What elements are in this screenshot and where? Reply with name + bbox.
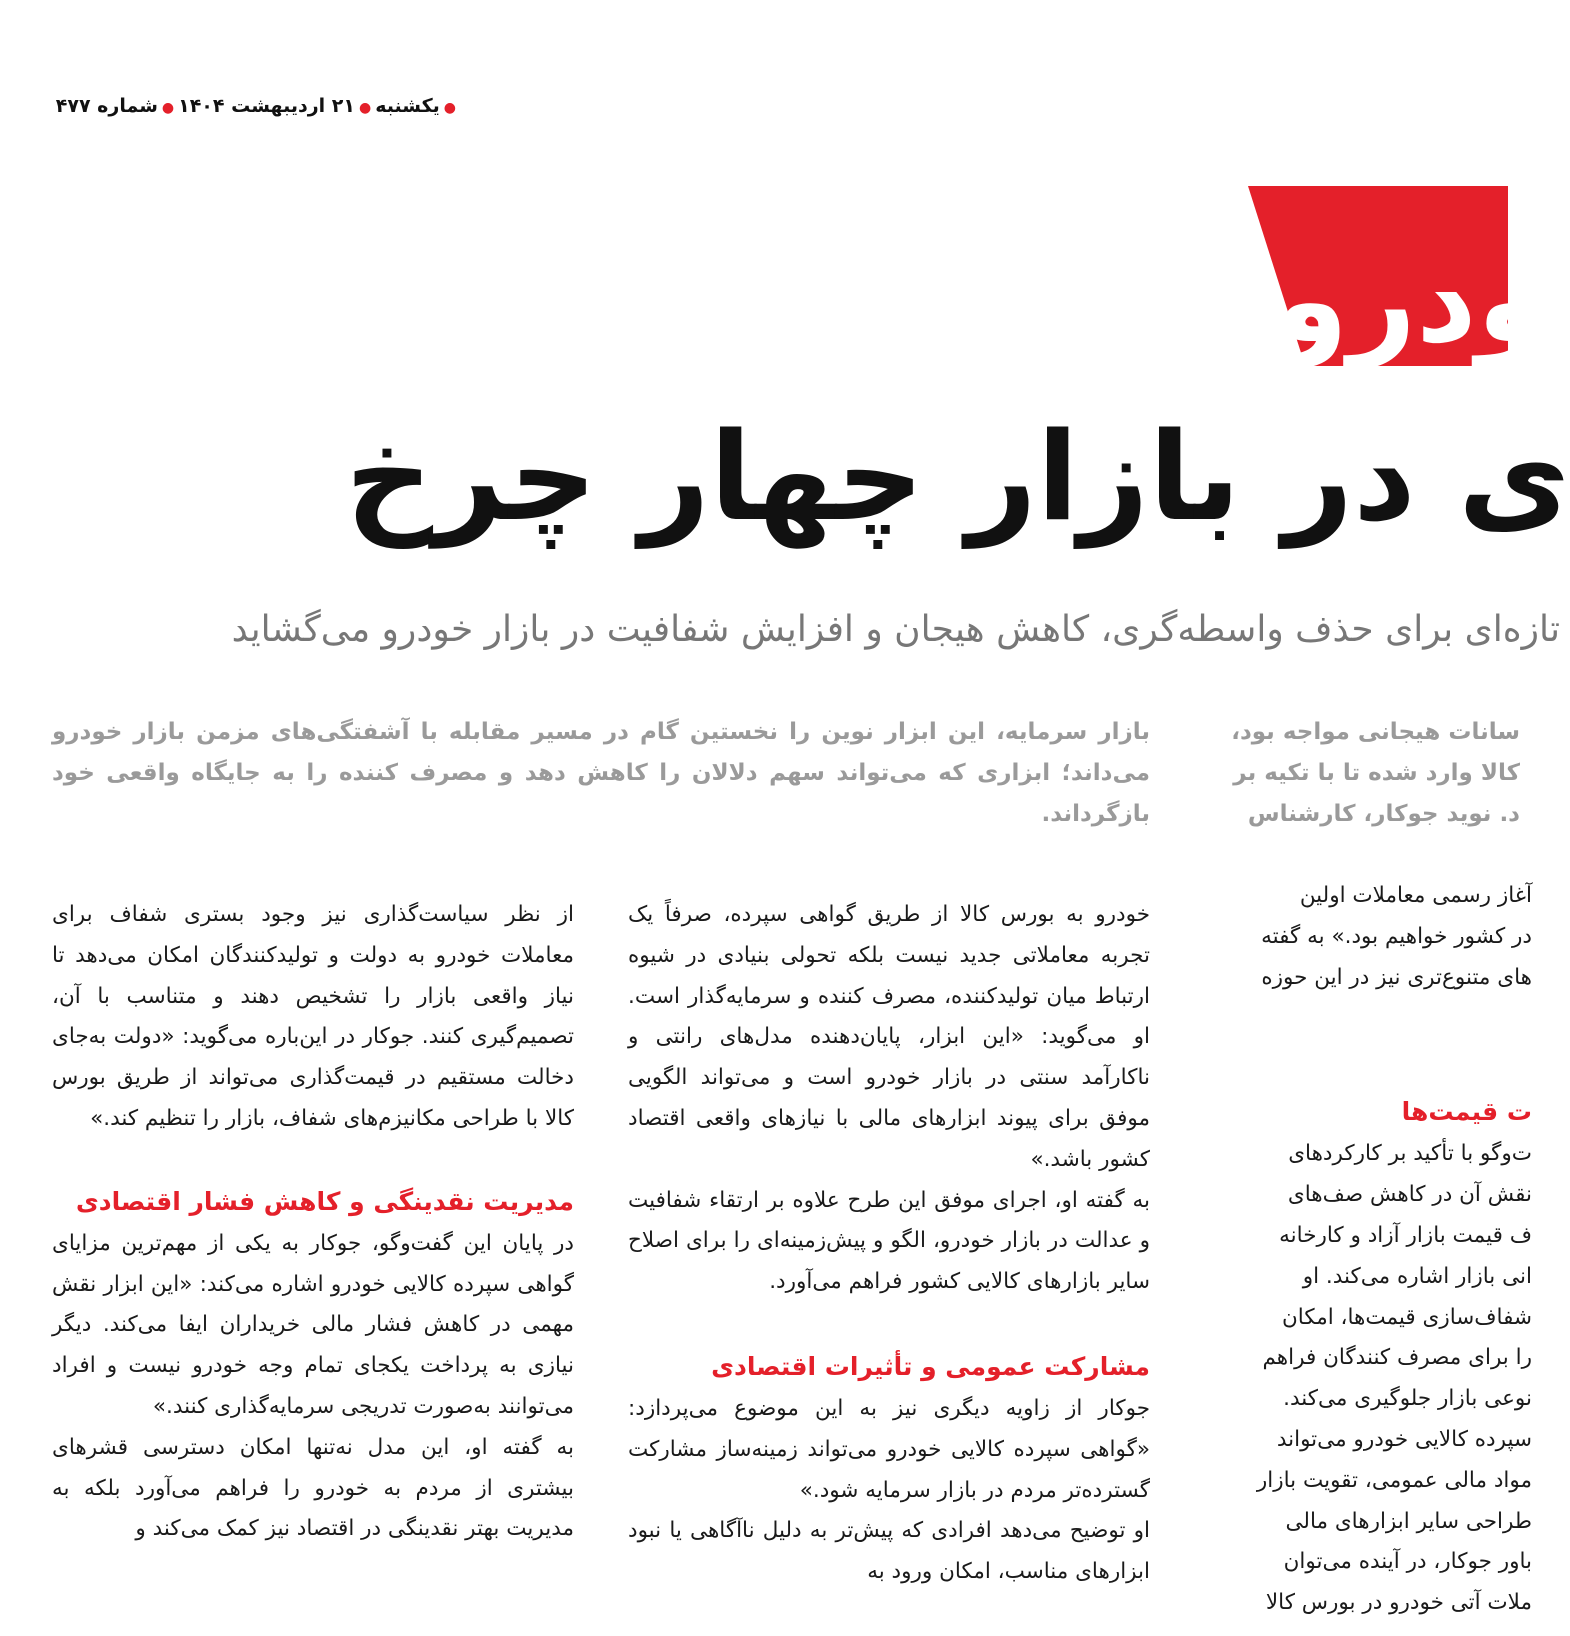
bullet-icon: ●: [443, 100, 456, 116]
body-line: آغاز رسمی معاملات اولین: [1299, 883, 1532, 908]
body-line: را برای مصرف کنندگان فراهم: [1262, 1345, 1532, 1371]
lead-line: کالا وارد شده تا با تکیه بر: [1233, 760, 1520, 786]
body-line: باور جوکار، در آینده می‌توان: [1283, 1549, 1532, 1575]
article-column-left: [52, 895, 574, 1636]
lead-line: سانات هیجانی مواجه بود،: [1231, 719, 1520, 745]
body-line: نقش آن در کاهش صف‌های: [1287, 1182, 1532, 1208]
section-heading: ت قیمت‌ها: [1401, 1097, 1532, 1127]
body-paragraph: او توضیح می‌دهد افرادی که پیش‌تر به دلیل ناآگاهی یا نبود ابزارهای مناسب، امکان ورود به: [628, 1518, 1150, 1585]
dateline-issue: شماره ۴۷۷: [55, 95, 158, 117]
body-line: های متنوع‌تری نیز در این حوزه: [1261, 964, 1532, 990]
body-line: شفاف‌سازی قیمت‌ها، امکان: [1281, 1304, 1532, 1330]
body-line: ت‌وگو با تأکید بر کارکردهای: [1288, 1141, 1532, 1167]
body-paragraph: خودرو به بورس کالا از طریق گواهی سپرده، صرفاً یک تجربه معاملاتی جدید نیست بلکه تحولی بنیادی در شیوه ارتباط میان تولیدکننده، مصرف کننده و سرمایه‌گذار است. او می‌گوید: «این ابزار، پایان‌دهنده مدل‌های رانتی و ناکارآمد سنتی در بازار خودرو است و می‌تواند الگویی موفق برای پیوند ابزارهای مالی با نیازهای واقعی اقتصاد کشور باشد.»: [628, 902, 1150, 1172]
body-line: ملات آتی خودرو در بورس کالا: [1265, 1590, 1532, 1616]
body-line: سپرده کالایی خودرو می‌تواند: [1276, 1426, 1532, 1452]
body-line: انی بازار اشاره می‌کند. او: [1302, 1263, 1532, 1289]
article-column-middle: [628, 895, 1150, 1636]
section-banner-label: ودرو: [1274, 231, 1550, 369]
article-column-right-cropped: [1202, 876, 1532, 1636]
dateline: [40, 95, 460, 131]
body-paragraph: از نظر سیاست‌گذاری نیز وجود بستری شفاف برای معاملات خودرو به دولت و تولیدکنندگان امکان می‌دهد تا نیاز واقعی بازار را تشخیص دهند و متناسب با آن، تصمیم‌گیری کنند. جوکار در این‌باره می‌گوید: «دولت به‌جای دخالت مستقیم در قیمت‌گذاری می‌تواند از طریق بورس کالا با طراحی مکانیزم‌های شفاف، بازار را تنظیم کند.»: [52, 902, 574, 1131]
body-line: نوعی بازار جلوگیری می‌کند.: [1283, 1386, 1532, 1412]
body-line: مواد مالی عمومی، تقویت بازار: [1256, 1467, 1532, 1493]
body-paragraph: در پایان این گفت‌وگو، جوکار به یکی از مهم‌ترین مزایای گواهی سپرده کالایی خودرو اشاره می‌کند: «این ابزار نقش مهمی در کاهش فشار مالی خریداران ایفا می‌کند. دیگر نیازی به پرداخت یکجای تمام وجه خودرو نیست و افراد می‌توانند به‌صورت تدریجی سرمایه‌گذاری کنند.»: [52, 1230, 574, 1419]
headline: ی در بازار چهار چرخ: [345, 406, 1570, 548]
subheadline: تازه‌ای برای حذف واسطه‌گری، کاهش هیجان و افزایش شفافیت در بازار خودرو می‌گشاید: [231, 609, 1560, 650]
section-heading: مدیریت نقدینگی و کاهش فشار اقتصادی: [75, 1186, 574, 1216]
bullet-icon: ●: [359, 100, 372, 116]
dateline-day: یکشنبه: [375, 95, 440, 117]
body-paragraph: به گفته او، اجرای موفق این طرح علاوه بر ارتقاء شفافیت و عدالت در بازار خودرو، الگو و پیش‌زمینه‌ای را برای اصلاح سایر بازارهای کالایی کشور فراهم می‌آورد.: [628, 1187, 1150, 1295]
body-paragraph: جوکار از زاویه دیگری نیز به این موضوع می‌پردازد: «گواهی سپرده کالایی خودرو می‌تواند زمینه‌ساز مشارکت گسترده‌تر مردم در بازار سرمایه شود.»: [628, 1395, 1150, 1503]
section-heading: مشارکت عمومی و تأثیرات اقتصادی: [711, 1351, 1150, 1381]
body-paragraph: به گفته او، این مدل نه‌تنها امکان دسترسی قشرهای بیشتری از مردم به خودرو را فراهم می‌آورد بلکه به مدیریت بهتر نقدینگی در اقتصاد نیز کمک می‌کند و: [52, 1434, 574, 1542]
body-line: طراحی سایر ابزارهای مالی: [1285, 1508, 1532, 1534]
body-line: ف قیمت بازار آزاد و کارخانه: [1279, 1222, 1532, 1248]
lead-paragraph-cropped: [1200, 712, 1520, 837]
dateline-date: ۲۱ اردیبهشت ۱۴۰۴: [178, 95, 355, 117]
body-line: در کشور خواهیم بود.» به گفته: [1261, 923, 1532, 949]
bullet-icon: ●: [161, 100, 175, 116]
lead-paragraph: بازار سرمایه، این ابزار نوین را نخستین گام در مسیر مقابله با آشفتگی‌های مزمن بازار خودرو می‌داند؛ ابزاری که می‌تواند سهم دلالان را کاهش دهد و مصرف کننده را به جایگاه واقعی خود بازگرداند.: [52, 719, 1150, 827]
lead-line: د. نوید جوکار، کارشناس: [1247, 801, 1520, 827]
